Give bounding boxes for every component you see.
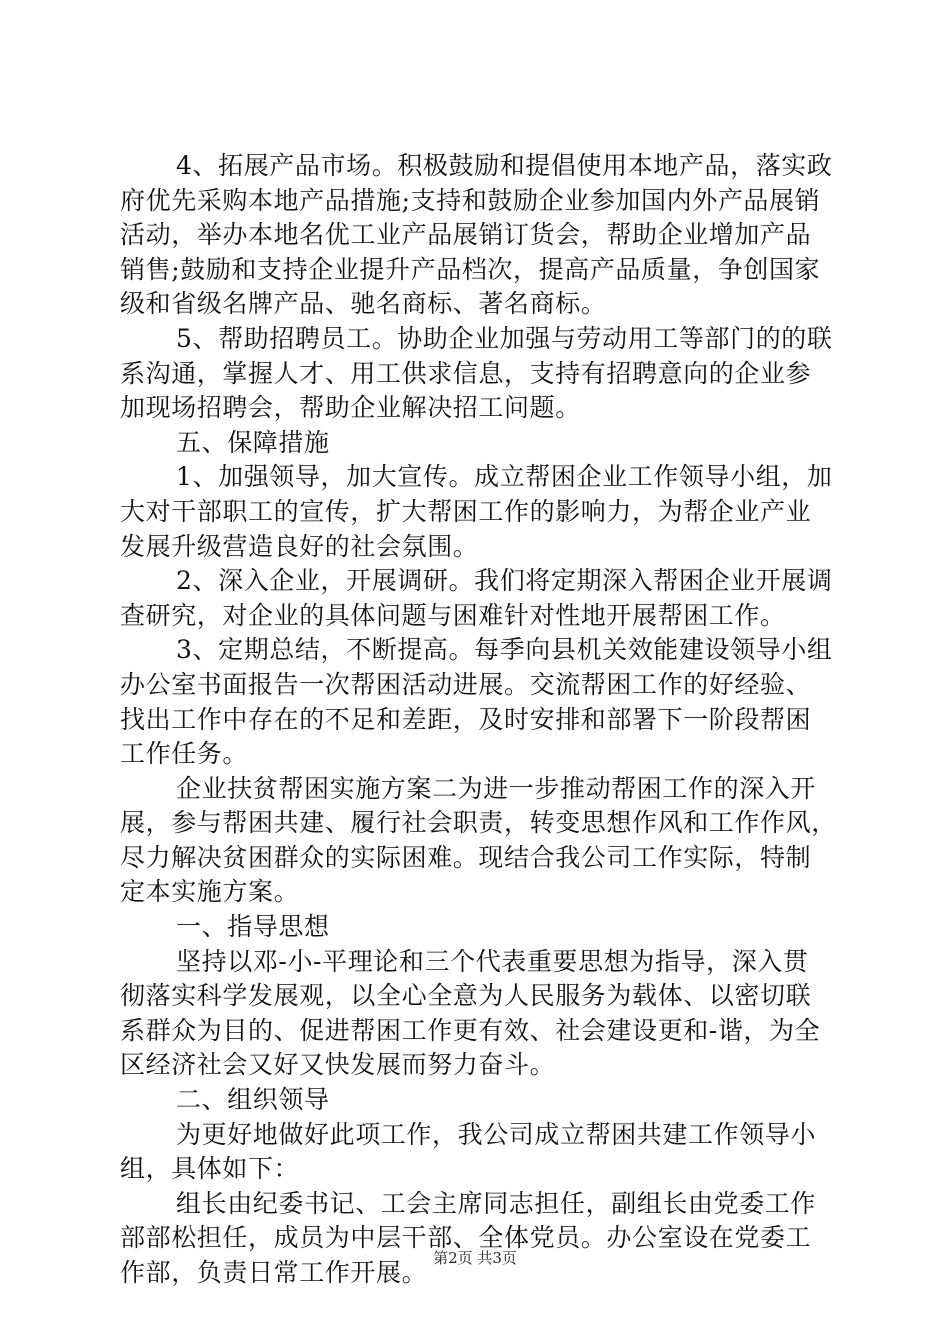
- page-footer: 第2页 共3页: [433, 1249, 517, 1267]
- text-line: 组长由纪委书记、工会主席同志担任，副组长由党委工作: [176, 1188, 817, 1218]
- document-body: [120, 149, 837, 1291]
- text-line: 展，参与帮困共建、履行社会职责，转变思想作风和工作作风，: [120, 808, 837, 838]
- text-line: 彻落实科学发展观，以全心全意为人民服务为载体、以密切联: [120, 981, 812, 1011]
- text-line: 办公室书面报告一次帮困活动进展。交流帮困工作的好经验、: [120, 669, 812, 699]
- text-line: 区经济社会又好又快发展而努力奋斗。: [120, 1050, 556, 1080]
- text-line: 发展升级营造良好的社会氛围。: [120, 531, 479, 561]
- text-line: 五、保障措施: [176, 427, 330, 457]
- text-line: 为更好地做好此项工作，我公司成立帮困共建工作领导小: [176, 1119, 817, 1149]
- text-line: 组，具体如下：: [120, 1154, 300, 1184]
- text-line: 大对干部职工的宣传，扩大帮困工作的影响力，为帮企业产业: [120, 496, 812, 526]
- text-line: 活动，举办本地名优工业产品展销订货会，帮助企业增加产品: [120, 220, 812, 250]
- text-line: 3、定期总结，不断提高。每季向县机关效能建设领导小组: [176, 635, 833, 665]
- text-line: 坚持以邓-小-平理论和三个代表重要思想为指导，深入贯: [176, 946, 809, 976]
- text-line: 定本实施方案。: [120, 877, 300, 907]
- text-line: 尽力解决贫困群众的实际困难。现结合我公司工作实际，特制: [120, 842, 812, 872]
- text-line: 系群众为目的、促进帮困工作更有效、社会建设更和-谐，为全: [120, 1015, 821, 1045]
- text-line: 作部，负责日常工作开展。: [120, 1258, 428, 1287]
- text-line: 5、帮助招聘员工。协助企业加强与劳动用工等部门的的联: [176, 323, 833, 353]
- text-line: 销售;鼓励和支持企业提升产品档次，提高产品质量，争创国家: [120, 254, 821, 284]
- text-line: 一、指导思想: [176, 912, 330, 942]
- text-line: 2、深入企业，开展调研。我们将定期深入帮困企业开展调: [176, 566, 833, 596]
- text-line: 4、拓展产品市场。积极鼓励和提倡使用本地产品，落实政: [176, 151, 833, 180]
- text-line: 二、组织领导: [176, 1085, 330, 1115]
- text-line: 找出工作中存在的不足和差距，及时安排和部署下一阶段帮困: [120, 704, 812, 734]
- text-line: 府优先采购本地产品措施;支持和鼓励企业参加国内外产品展销: [120, 185, 821, 215]
- text-line: 查研究，对企业的具体问题与困难针对性地开展帮困工作。: [120, 600, 786, 630]
- text-line: 级和省级名牌产品、驰名商标、著名商标。: [120, 289, 607, 319]
- text-line: 1、加强领导，加大宣传。成立帮困企业工作领导小组，加: [176, 462, 833, 492]
- text-line: 企业扶贫帮困实施方案二为进一步推动帮困工作的深入开: [176, 773, 817, 803]
- text-line: 工作任务。: [120, 739, 249, 769]
- text-line: 部部松担任，成员为中层干部、全体党员。办公室设在党委工: [120, 1223, 812, 1253]
- text-line: 系沟通，掌握人才、用工供求信息，支持有招聘意向的企业参: [120, 358, 812, 388]
- text-line: 加现场招聘会，帮助企业解决招工问题。: [120, 393, 581, 423]
